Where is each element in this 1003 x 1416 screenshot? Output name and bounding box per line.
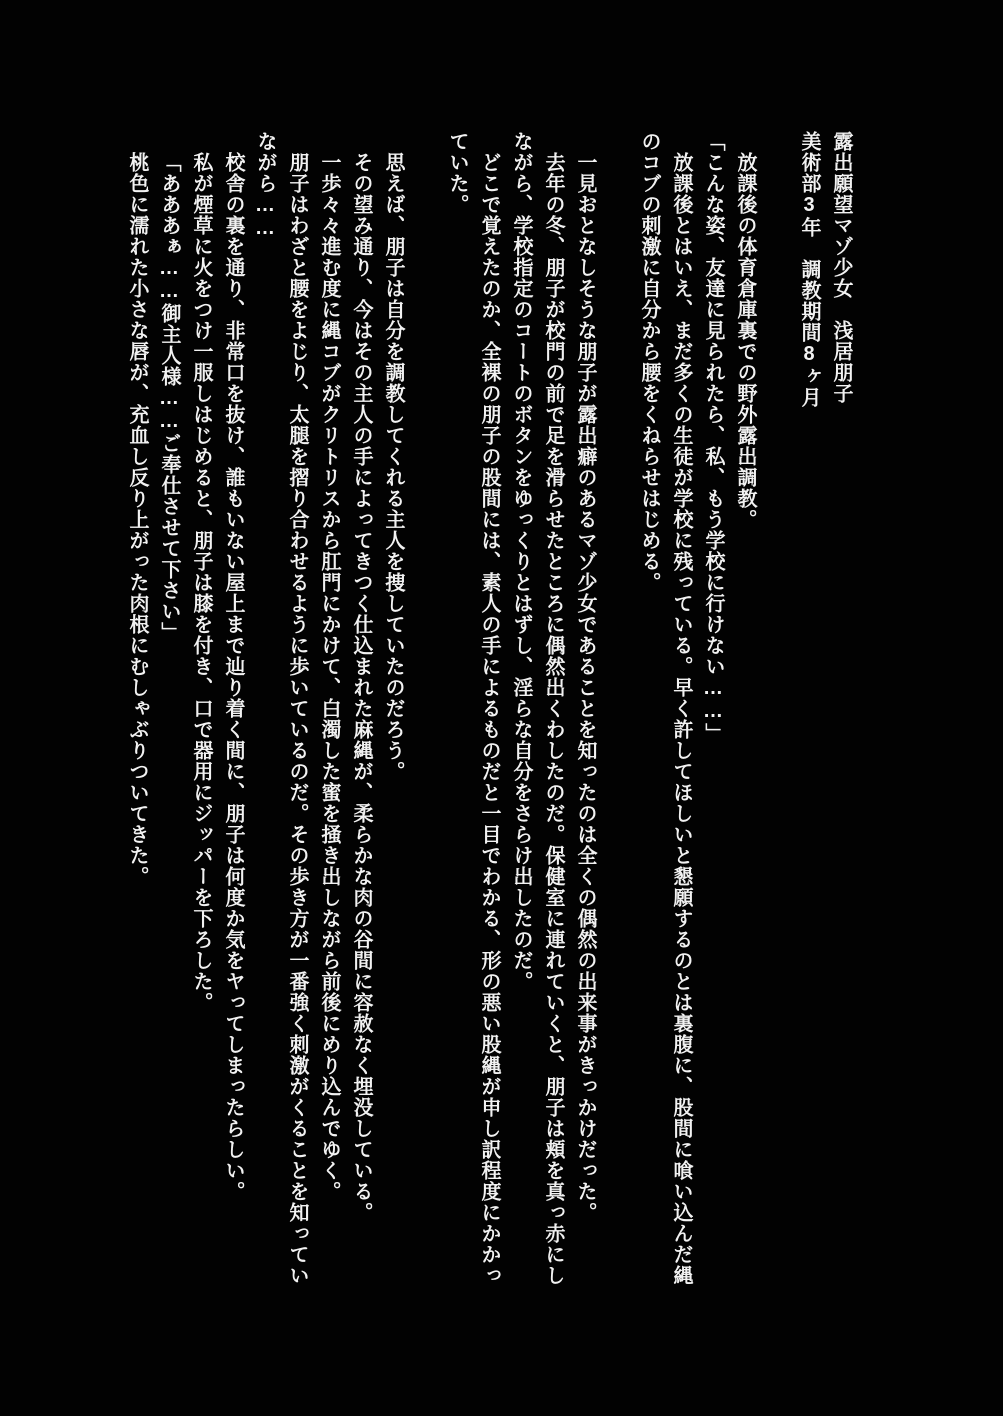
text-column: ながら、学校指定のコートのボタンをゆっくりとはずし、淫らな自分をさらけ出したのだ。 (510, 131, 532, 992)
text-column: 「こんな姿、友達に見られたら、私、もう学校に行けない……」 (702, 131, 724, 744)
text-column: 朋子はわざと腰をよじり、太腿を摺り合わせるように歩いているのだ。その歩き方が一番強く刺激がくることを知ってい (286, 152, 308, 1286)
vertical-text-block (121, 131, 857, 1286)
page-subtitle-column: 美術部3年 調教期間8ヶ月 (798, 131, 820, 408)
text-column: どこで覚えたのか、全裸の朋子の股間には、素人の手によるものだと一目でわかる、形の悪い股縄が申し訳程度にかかっ (478, 152, 500, 1286)
text-column: 「あああぁ……御主人様……ご奉仕させて下さい」 (158, 152, 180, 643)
text-column: 校舎の裏を通り、非常口を抜け、誰もいない屋上まで辿り着く間に、朋子は何度か気をヤってしまったらしい。 (222, 152, 244, 1202)
page-title-column: 露出願望マゾ少女 浅居朋子 (830, 131, 852, 404)
text-column: ながら…… (254, 131, 276, 240)
text-column: 思えば、朋子は自分を調教してくれる主人を捜していたのだろう。 (382, 152, 404, 782)
text-column: 去年の冬、朋子が校門の前で足を滑らせたところに偶然出くわしたのだ。保健室に連れていくと、朋子は頬を真っ赤にし (542, 152, 564, 1286)
text-column: 放課後の体育倉庫裏での野外露出調教。 (734, 152, 756, 530)
text-column: 放課後とはいえ、まだ多くの生徒が学校に残っている。早く許してほしいと懇願するのとは裏腹に、股間に喰い込んだ縄 (670, 152, 692, 1286)
text-column: 桃色に濡れた小さな唇が、充血し反り上がった肉根にむしゃぶりついてきた。 (126, 152, 148, 887)
text-column: その望み通り、今はその主人の手によってきつく仕込まれた麻縄が、柔らかな肉の谷間に容赦なく埋没している。 (350, 152, 372, 1223)
text-column: のコブの刺激に自分から腰をくねらせはじめる。 (638, 131, 660, 593)
text-column: 一歩々々進む度に縄コブがクリトリスから肛門にかけて、白濁した蜜を掻き出しながら前後にめり込んでゆく。 (318, 152, 340, 1202)
text-column: 私が煙草に火をつけ一服しはじめると、朋子は膝を付き、口で器用にジッパーを下ろした。 (190, 152, 212, 1013)
text-column: 一見おとなしそうな朋子が露出癖のあるマゾ少女であることを知ったのは全くの偶然の出来事がきっかけだった。 (574, 152, 596, 1223)
text-column: ていた。 (446, 131, 468, 215)
